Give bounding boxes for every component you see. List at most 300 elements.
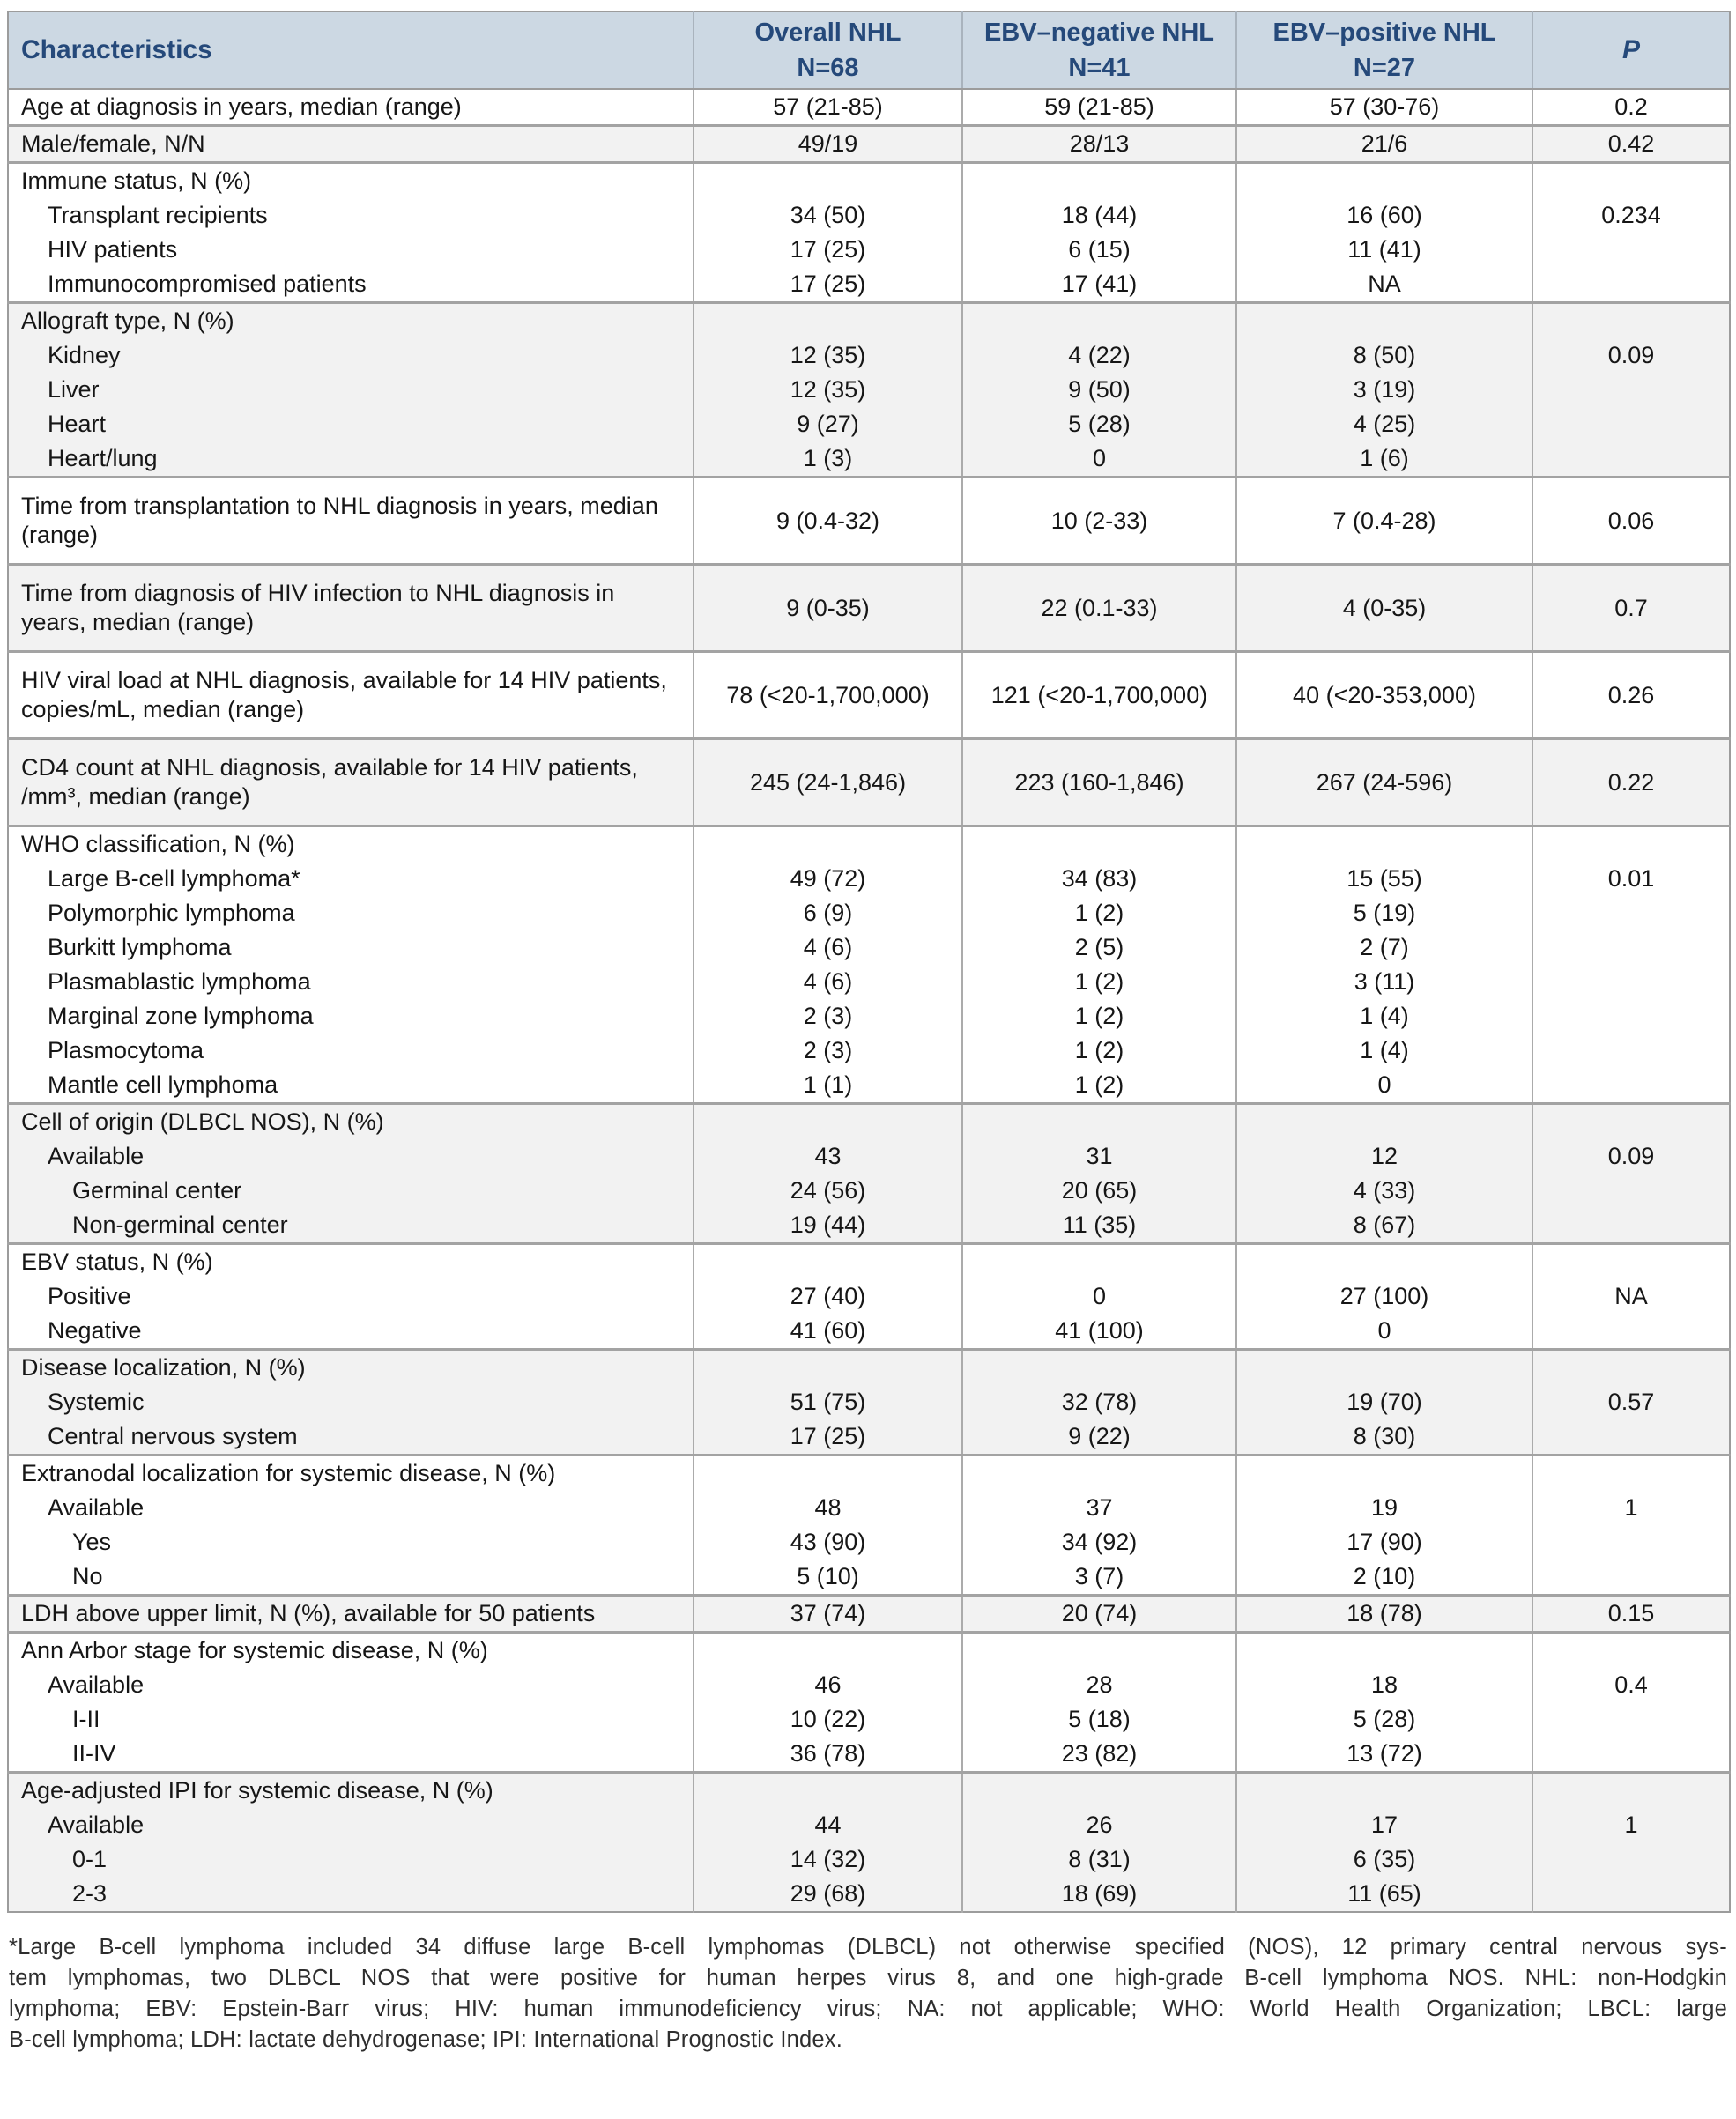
value-cell: 27 (100) [1236,1279,1532,1314]
value-cell: 18 [1236,1668,1532,1702]
value-cell: 16 (60) [1236,198,1532,233]
value-cell: 0 [1236,1314,1532,1350]
row-label: Available [8,1668,694,1702]
value-cell: 12 [1236,1139,1532,1174]
table-row [8,233,1730,267]
p-value-cell [1532,1702,1730,1737]
characteristics-column-header: Characteristics [8,11,694,89]
table-row [8,1419,1730,1456]
p-value-cell: 0.22 [1532,739,1730,826]
p-value-cell [1532,1174,1730,1208]
p-value-cell [1532,965,1730,999]
row-label: II-IV [8,1737,694,1773]
table-group [8,1104,1730,1244]
table-group [8,826,1730,1104]
footnote-line: *Large B-cell lymphoma included 34 diffuse large B-cell lymphomas (DLBCL) not otherwise specified (NOS), 12 primary central nervous sys- [9,1935,1727,1960]
p-value-cell: 0.15 [1532,1596,1730,1633]
row-label: Heart/lung [8,441,694,478]
p-value-cell [1532,1842,1730,1877]
table-row [8,1842,1730,1877]
value-cell: 22 (0.1-33) [962,565,1236,652]
row-label: Non-germinal center [8,1208,694,1244]
p-value-cell: 0.4 [1532,1668,1730,1702]
value-cell [962,1633,1236,1669]
value-cell [1236,303,1532,339]
row-label: 0-1 [8,1842,694,1877]
value-cell: 2 (5) [962,930,1236,965]
header-row [8,11,1730,89]
value-cell: 5 (18) [962,1702,1236,1737]
value-cell: 1 (2) [962,1034,1236,1068]
value-cell [1236,1456,1532,1492]
row-label: 2-3 [8,1877,694,1912]
value-cell [962,826,1236,863]
value-cell [694,163,962,199]
value-cell: 17 (90) [1236,1525,1532,1560]
value-cell [1236,1633,1532,1669]
value-cell: 1 (4) [1236,1034,1532,1068]
table-group [8,1244,1730,1350]
table-row [8,1350,1730,1386]
row-label: Plasmablastic lymphoma [8,965,694,999]
table-row [8,896,1730,930]
table-row [8,1034,1730,1068]
p-value-cell: NA [1532,1279,1730,1314]
column-n: N=41 [1068,54,1131,82]
row-label: Available [8,1491,694,1525]
p-value-cell [1532,1773,1730,1809]
value-cell: 3 (19) [1236,373,1532,407]
table-group [8,478,1730,565]
value-cell: 6 (15) [962,233,1236,267]
row-label: WHO classification, N (%) [8,826,694,863]
value-cell [962,1104,1236,1140]
table-header [8,11,1730,89]
value-cell: 1 (6) [1236,441,1532,478]
table-group [8,565,1730,652]
value-cell [1236,1104,1532,1140]
value-cell: 18 (44) [962,198,1236,233]
ebv-negative-column-header [962,11,1236,89]
value-cell: 19 (44) [694,1208,962,1244]
value-cell: 49/19 [694,126,962,163]
value-cell: 36 (78) [694,1737,962,1773]
table-row [8,1737,1730,1773]
table-group [8,1596,1730,1633]
p-value-cell [1532,163,1730,199]
value-cell [962,163,1236,199]
table-group [8,739,1730,826]
value-cell: 48 [694,1491,962,1525]
row-label: Burkitt lymphoma [8,930,694,965]
p-value-cell [1532,1419,1730,1456]
value-cell: 37 [962,1491,1236,1525]
value-cell: 43 [694,1139,962,1174]
table-row [8,1174,1730,1208]
footnote-line: lymphoma; EBV: Epstein-Barr virus; HIV: human immunodeficiency virus; NA: not applicable; WHO: World Health Organization; LBCL: large [9,1997,1727,2021]
p-value-cell: 0.26 [1532,652,1730,739]
value-cell: 40 (<20-353,000) [1236,652,1532,739]
value-cell: 121 (<20-1,700,000) [962,652,1236,739]
value-cell: 34 (50) [694,198,962,233]
footnote-line: B-cell lymphoma; LDH: lactate dehydrogenase; IPI: International Prognostic Index. [9,2027,843,2052]
value-cell: 8 (50) [1236,338,1532,373]
value-cell [694,1104,962,1140]
value-cell: 12 (35) [694,373,962,407]
p-value-cell [1532,441,1730,478]
value-cell: 8 (30) [1236,1419,1532,1456]
value-cell: 10 (22) [694,1702,962,1737]
row-label: Available [8,1139,694,1174]
value-cell: 14 (32) [694,1842,962,1877]
value-cell: 57 (21-85) [694,89,962,126]
row-label: Immune status, N (%) [8,163,694,199]
row-label: Systemic [8,1385,694,1419]
value-cell [694,1244,962,1280]
table-row [8,338,1730,373]
value-cell: 41 (60) [694,1314,962,1350]
value-cell: 4 (6) [694,965,962,999]
p-value-cell [1532,1034,1730,1068]
table-group [8,126,1730,163]
value-cell: 5 (10) [694,1560,962,1596]
table-row [8,373,1730,407]
row-label: Polymorphic lymphoma [8,896,694,930]
footnote-line: tem lymphomas, two DLBCL NOS that were positive for human herpes virus 8, and one high-grade B-cell lymphoma NOS. NHL: non-Hodgkin [9,1966,1727,1990]
table-row [8,1877,1730,1912]
value-cell: 9 (0-35) [694,565,962,652]
overall-nhl-column-header [694,11,962,89]
value-cell: 0 [962,1279,1236,1314]
value-cell: 17 (25) [694,267,962,303]
value-cell: 17 [1236,1808,1532,1842]
value-cell: 49 (72) [694,862,962,896]
table-group [8,303,1730,478]
row-label: Male/female, N/N [8,126,694,163]
table-group [8,1773,1730,1913]
value-cell: 11 (65) [1236,1877,1532,1912]
value-cell: 44 [694,1808,962,1842]
value-cell: 29 (68) [694,1877,962,1912]
column-title: Overall NHL [754,19,901,47]
value-cell: 8 (67) [1236,1208,1532,1244]
ebv-positive-column-header [1236,11,1532,89]
value-cell: 19 [1236,1491,1532,1525]
row-label: I-II [8,1702,694,1737]
table-row [8,565,1730,652]
value-cell [694,1773,962,1809]
table-row [8,965,1730,999]
value-cell: 223 (160-1,846) [962,739,1236,826]
p-column-header: P [1532,11,1730,89]
value-cell: 6 (35) [1236,1842,1532,1877]
value-cell [1236,1350,1532,1386]
table-row [8,1808,1730,1842]
value-cell: 41 (100) [962,1314,1236,1350]
table-row [8,1456,1730,1492]
value-cell: 10 (2-33) [962,478,1236,565]
row-label: Allograft type, N (%) [8,303,694,339]
column-title: EBV–negative NHL [983,19,1215,47]
row-label: HIV viral load at NHL diagnosis, available for 14 HIV patients, copies/mL, median (range) [8,652,694,739]
column-n: N=68 [797,54,859,82]
table-row [8,1633,1730,1669]
table-row [8,826,1730,863]
value-cell [962,1350,1236,1386]
value-cell: 2 (3) [694,1034,962,1068]
value-cell: 1 (2) [962,965,1236,999]
value-cell: 24 (56) [694,1174,962,1208]
row-label: Marginal zone lymphoma [8,999,694,1034]
table-row [8,303,1730,339]
value-cell: 0 [962,441,1236,478]
row-label: Central nervous system [8,1419,694,1456]
value-cell: 1 (2) [962,1068,1236,1104]
value-cell: 9 (50) [962,373,1236,407]
p-value-cell [1532,1560,1730,1596]
row-label: Age-adjusted IPI for systemic disease, N (%) [8,1773,694,1809]
table-row [8,930,1730,965]
value-cell: 57 (30-76) [1236,89,1532,126]
value-cell: 26 [962,1808,1236,1842]
row-label: Mantle cell lymphoma [8,1068,694,1104]
p-value-cell [1532,373,1730,407]
value-cell: 11 (35) [962,1208,1236,1244]
table-row [8,1702,1730,1737]
value-cell: 23 (82) [962,1737,1236,1773]
value-cell: 5 (28) [962,407,1236,441]
value-cell: 46 [694,1668,962,1702]
value-cell [1236,1773,1532,1809]
value-cell: 28/13 [962,126,1236,163]
value-cell: 51 (75) [694,1385,962,1419]
row-label: EBV status, N (%) [8,1244,694,1280]
p-value-cell: 0.2 [1532,89,1730,126]
p-value-cell [1532,1877,1730,1912]
p-value-cell [1532,1456,1730,1492]
value-cell: 9 (27) [694,407,962,441]
table-row [8,1668,1730,1702]
column-n: N=27 [1353,54,1416,82]
row-label: Negative [8,1314,694,1350]
value-cell [694,303,962,339]
p-value-cell [1532,1244,1730,1280]
value-cell: 59 (21-85) [962,89,1236,126]
table-group [8,163,1730,303]
value-cell: 5 (19) [1236,896,1532,930]
table-group [8,1350,1730,1456]
value-cell: 31 [962,1139,1236,1174]
value-cell: 18 (78) [1236,1596,1532,1633]
table-row [8,1385,1730,1419]
table-row [8,1525,1730,1560]
value-cell: 11 (41) [1236,233,1532,267]
value-cell: 17 (41) [962,267,1236,303]
value-cell [694,1456,962,1492]
p-value-cell: 0.01 [1532,862,1730,896]
p-value-cell: 0.06 [1532,478,1730,565]
value-cell: 9 (0.4-32) [694,478,962,565]
value-cell: 0 [1236,1068,1532,1104]
value-cell: 34 (83) [962,862,1236,896]
p-value-cell [1532,1104,1730,1140]
value-cell: 21/6 [1236,126,1532,163]
row-label: Kidney [8,338,694,373]
value-cell: 2 (7) [1236,930,1532,965]
value-cell: 34 (92) [962,1525,1236,1560]
value-cell [962,1244,1236,1280]
value-cell [694,1350,962,1386]
row-label: Time from diagnosis of HIV infection to NHL diagnosis in years, median (range) [8,565,694,652]
row-label: Transplant recipients [8,198,694,233]
table-row [8,407,1730,441]
value-cell: 7 (0.4-28) [1236,478,1532,565]
table-row [8,267,1730,303]
table-row [8,739,1730,826]
value-cell: 4 (22) [962,338,1236,373]
row-label: Yes [8,1525,694,1560]
table-row [8,1491,1730,1525]
table-row [8,1208,1730,1244]
p-value-cell: 0.7 [1532,565,1730,652]
table-group [8,1456,1730,1596]
table-row [8,1596,1730,1633]
value-cell: 1 (3) [694,441,962,478]
table-row [8,1560,1730,1596]
value-cell: 20 (65) [962,1174,1236,1208]
value-cell [694,826,962,863]
table-row [8,1244,1730,1280]
p-value-cell: 0.09 [1532,1139,1730,1174]
column-title: EBV–positive NHL [1272,19,1496,47]
value-cell: NA [1236,267,1532,303]
row-label: Liver [8,373,694,407]
row-label: Disease localization, N (%) [8,1350,694,1386]
table-row [8,1139,1730,1174]
row-label: No [8,1560,694,1596]
p-value-cell [1532,233,1730,267]
value-cell: 4 (0-35) [1236,565,1532,652]
value-cell [962,1456,1236,1492]
value-cell: 20 (74) [962,1596,1236,1633]
table-row [8,1279,1730,1314]
table-footnote [9,1932,1727,2056]
p-value-cell [1532,1068,1730,1104]
table-row [8,1773,1730,1809]
table-row [8,163,1730,199]
value-cell: 1 (2) [962,896,1236,930]
row-label: Available [8,1808,694,1842]
value-cell [1236,1244,1532,1280]
row-label: Age at diagnosis in years, median (range) [8,89,694,126]
p-value-cell: 0.42 [1532,126,1730,163]
value-cell: 5 (28) [1236,1702,1532,1737]
p-value-cell: 0.57 [1532,1385,1730,1419]
p-value-cell [1532,999,1730,1034]
value-cell: 17 (25) [694,233,962,267]
table-group [8,1633,1730,1773]
value-cell: 13 (72) [1236,1737,1532,1773]
value-cell: 43 (90) [694,1525,962,1560]
value-cell: 17 (25) [694,1419,962,1456]
value-cell: 4 (33) [1236,1174,1532,1208]
p-value-cell [1532,407,1730,441]
characteristics-table [7,11,1731,1913]
value-cell: 15 (55) [1236,862,1532,896]
table-row [8,862,1730,896]
p-value-cell: 1 [1532,1491,1730,1525]
p-value-cell [1532,930,1730,965]
value-cell: 18 (69) [962,1877,1236,1912]
p-value-cell: 0.234 [1532,198,1730,233]
value-cell: 8 (31) [962,1842,1236,1877]
value-cell: 6 (9) [694,896,962,930]
value-cell [962,1773,1236,1809]
table-group [8,89,1730,126]
row-label: Immunocompromised patients [8,267,694,303]
row-label: CD4 count at NHL diagnosis, available for 14 HIV patients, /mm³, median (range) [8,739,694,826]
table-row [8,126,1730,163]
value-cell [962,303,1236,339]
p-value-cell: 0.09 [1532,338,1730,373]
value-cell [694,1633,962,1669]
p-value-cell: 1 [1532,1808,1730,1842]
value-cell: 27 (40) [694,1279,962,1314]
table-row [8,1104,1730,1140]
row-label: HIV patients [8,233,694,267]
p-value-cell [1532,1633,1730,1669]
table-row [8,441,1730,478]
value-cell: 19 (70) [1236,1385,1532,1419]
row-label: Time from transplantation to NHL diagnosis in years, median (range) [8,478,694,565]
row-label: Extranodal localization for systemic disease, N (%) [8,1456,694,1492]
value-cell: 245 (24-1,846) [694,739,962,826]
row-label: Plasmocytoma [8,1034,694,1068]
p-value-cell [1532,303,1730,339]
p-value-cell [1532,267,1730,303]
p-value-cell [1532,826,1730,863]
value-cell: 28 [962,1668,1236,1702]
p-value-cell [1532,896,1730,930]
table-row [8,1068,1730,1104]
value-cell: 78 (<20-1,700,000) [694,652,962,739]
value-cell: 32 (78) [962,1385,1236,1419]
row-label: Ann Arbor stage for systemic disease, N (%) [8,1633,694,1669]
value-cell: 2 (10) [1236,1560,1532,1596]
p-value-cell [1532,1208,1730,1244]
value-cell: 267 (24-596) [1236,739,1532,826]
row-label: Germinal center [8,1174,694,1208]
value-cell: 4 (25) [1236,407,1532,441]
value-cell: 3 (7) [962,1560,1236,1596]
table-row [8,1314,1730,1350]
value-cell: 1 (1) [694,1068,962,1104]
value-cell: 3 (11) [1236,965,1532,999]
table-row [8,652,1730,739]
value-cell: 9 (22) [962,1419,1236,1456]
table-row [8,999,1730,1034]
row-label: Large B-cell lymphoma* [8,862,694,896]
row-label: Positive [8,1279,694,1314]
p-value-cell [1532,1737,1730,1773]
p-value-cell [1532,1350,1730,1386]
value-cell: 1 (4) [1236,999,1532,1034]
table-row [8,478,1730,565]
value-cell: 4 (6) [694,930,962,965]
table-row [8,198,1730,233]
p-value-cell [1532,1525,1730,1560]
p-value-cell [1532,1314,1730,1350]
